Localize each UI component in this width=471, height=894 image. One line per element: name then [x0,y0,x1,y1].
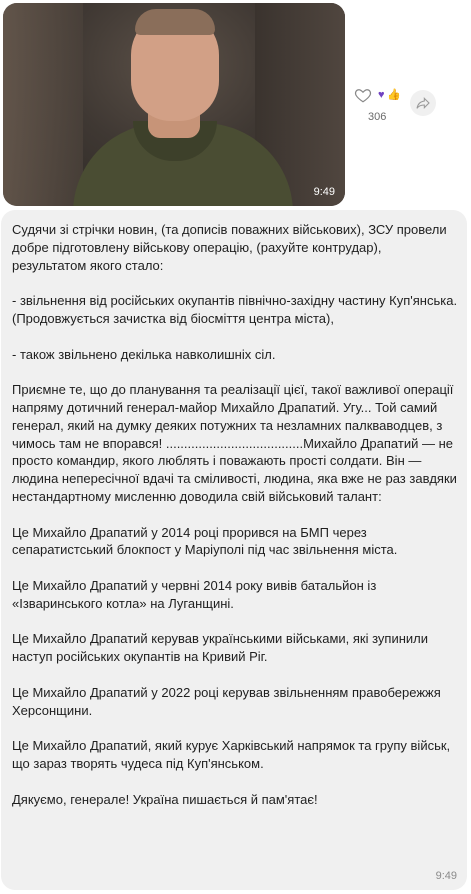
message-paragraph: Це Михайло Драпатий у червні 2014 року вивів батальйон із «Ізваринського котла» на Луганщині. [12,577,377,611]
share-icon [415,95,431,111]
heart-outline-icon[interactable] [354,86,372,104]
photo-timestamp: 9:49 [313,186,335,198]
person-hair [135,9,215,35]
text-message[interactable] [1,210,467,890]
message-paragraph: Дякуємо, генерале! Україна пишається й пам'ятає! [12,791,318,807]
purple-heart-icon: ♥ [378,89,385,101]
reaction-icons [378,88,401,101]
message-paragraph: - також звільнено декілька навколишніх сіл. [12,346,276,362]
photo-background-left [3,3,83,206]
thumbs-up-icon: 👍 [387,89,402,101]
message-paragraph: Це Михайло Драпатий, який курує Харківський напрямок та групу військ, що зараз творять чудеса під Куп'янськом. [12,738,451,771]
message-paragraph: Судячи зі стрічки новин, (та дописів поважних військових), ЗСУ провели добре підготовлену військову операцію, (рахуйте контрудар), результатом якого стало: [12,222,447,273]
message-paragraph: Приємне те, що до планування та реалізації цієї, такої важливої операції напряму дотичний генерал-майор Михайло Драпатий. Угу... Той самий генерал, який на думку деяких потужних та незламних палкваводцев, з чимось там не впорався! ......................................Михайло Драпатий — не просто командир, якого люблять і поважають прості солдати. Він — людина непересічної вдачі та сміливості, людина, яка вже не раз завдяки нестандартному мисленню доводила свій військовий талант: [12,382,457,504]
message-text [12,221,458,826]
message-paragraph: Це Михайло Драпатий керував українськими військами, які зупинили наступ російських окупантів на Кривий Ріг. [12,631,429,665]
reaction-count: 306 [368,111,387,123]
message-paragraph: Це Михайло Драпатий у 2014 році прорився на БМП через сепаратистський блокпост у Маріуполі під час звільнення міста. [12,524,398,558]
message-paragraph: - звільнення від російських окупантів північно-західну частину Куп'янська. (Продовжується зачистка від біосміття центра міста), [12,293,458,326]
message-timestamp: 9:49 [435,870,457,882]
share-button[interactable] [410,90,436,116]
message-paragraph: Це Михайло Драпатий у 2022 році керував звільненням правобережжя Херсонщини. [12,684,441,718]
photo-message[interactable] [3,3,345,206]
